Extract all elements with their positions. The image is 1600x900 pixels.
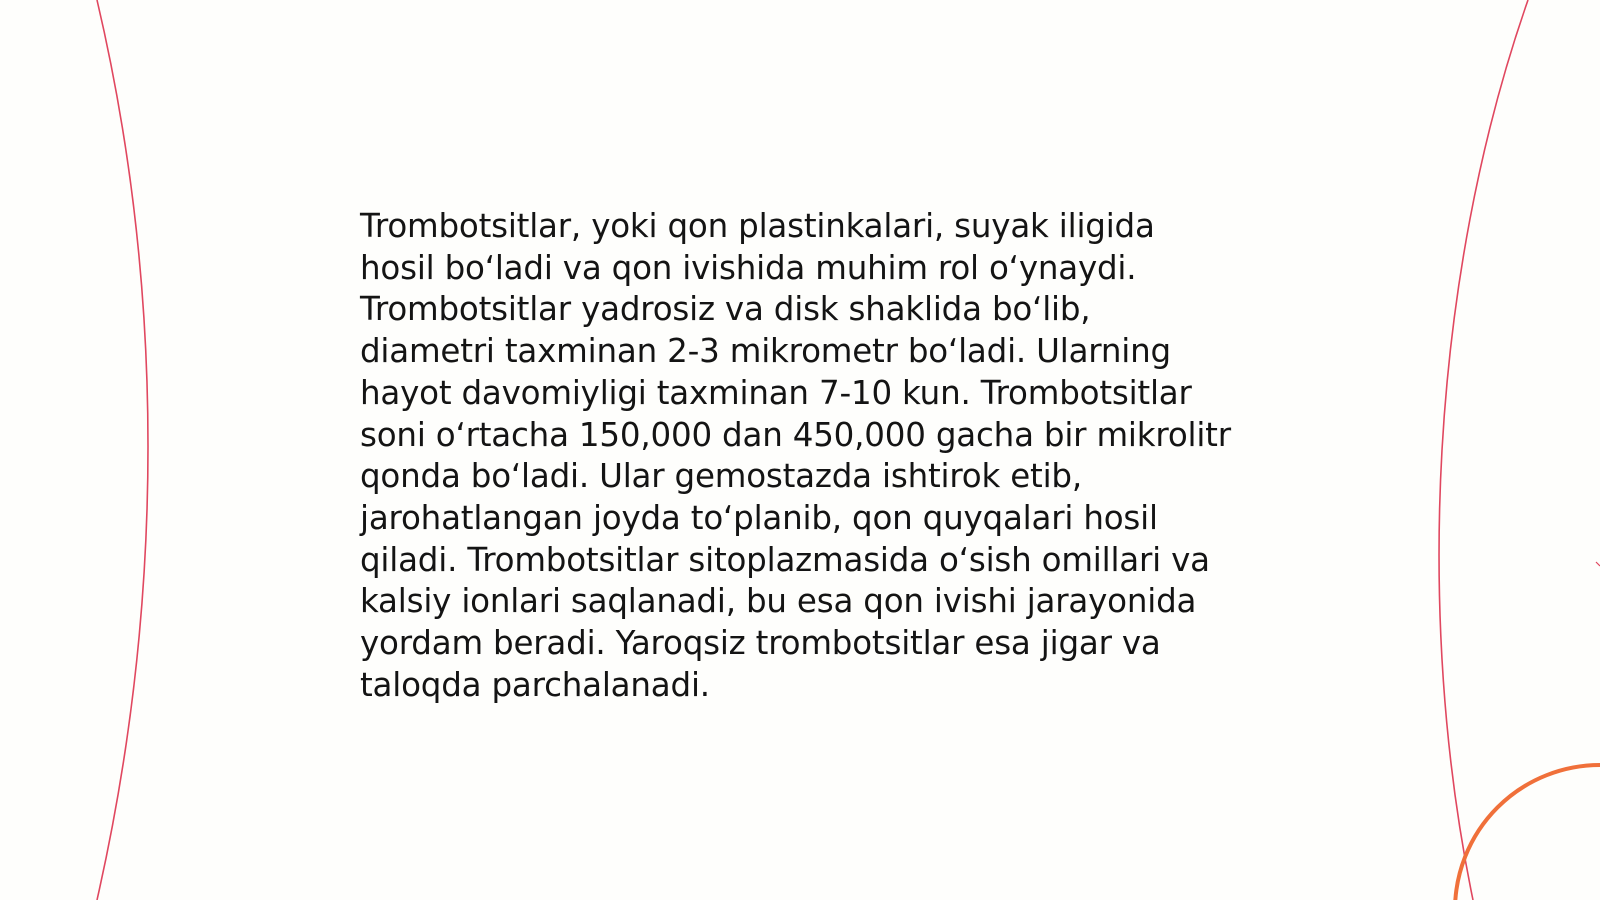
left-arc-line: [97, 0, 148, 900]
body-paragraph: Trombotsitlar, yoki qon plastinkalari, suyak iligida hosil bo‘ladi va qon ivishida muhim rol o‘ynaydi. Trombotsitlar yadrosiz va disk shaklida bo‘lib, diametri taxminan 2-3 mikrometr bo‘ladi. Ularning hayot davomiyligi taxminan 7-10 kun. Trombotsitlar soni o‘rtacha 150,000 dan 450,000 gacha bir mikrolitr qonda bo‘ladi. Ular gemostazda ishtirok etib, jarohatlangan joyda to‘planib, qon quyqalari hosil qiladi. Trombotsitlar sitoplazmasida o‘sish omillari va kalsiy ionlari saqlanadi, bu esa qon ivishi jarayonida yordam beradi. Yaroqsiz trombotsitlar esa jigar va taloqda parchalanadi.: [360, 207, 1231, 704]
accent-circle-outline: [1455, 765, 1600, 900]
right-arc-line: [1439, 0, 1528, 900]
small-tick-mark: [1596, 562, 1600, 566]
